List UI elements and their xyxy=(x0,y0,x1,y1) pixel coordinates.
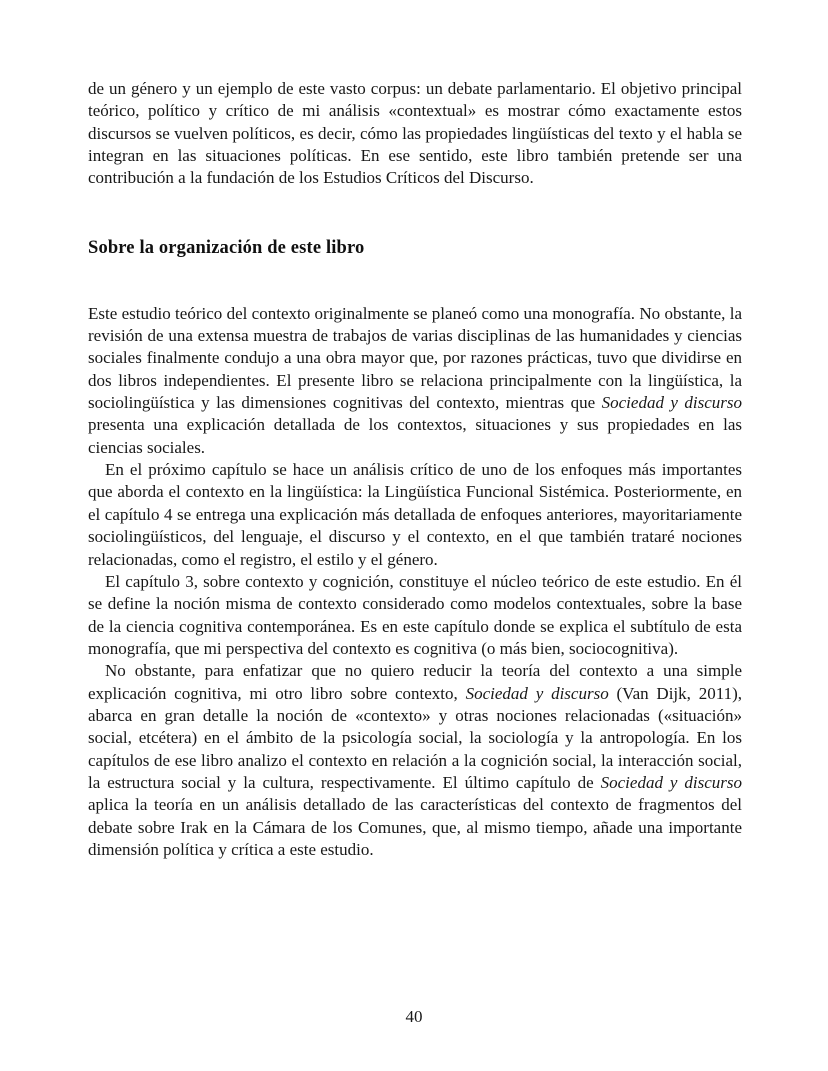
paragraph-continuation: de un género y un ejemplo de este vasto corpus: un debate parlamentario. El objetivo principal teórico, político y crítico de mi análisis «contextual» es mostrar cómo exactamente estos discursos se vuelven políticos, es decir, cómo las propiedades lingüísticas del texto y el habla se integran en las situaciones políticas. En ese sentido, este libro también pretende ser una contribución a la fundación de los Estudios Críticos del Discurso. xyxy=(88,79,742,188)
book-title-italic: Sociedad y discurso xyxy=(600,772,743,792)
page-text-body xyxy=(88,78,742,861)
paragraph-text-segment: No obstante, para enfatizar que no quiero reducir la teoría del contexto a una simple explicación cognitiva, mi otro libro sobre contexto, xyxy=(88,661,742,703)
paragraph-text-segment: (Van Dijk, 2011), abarca en gran detalle la noción de «contexto» y otras nociones relacionadas («situación» social, etcétera) en el ámbito de la psicología social, la sociología y la antropología. En los capítulos de ese libro analizo el contexto en relación a la cognición social, la interacción social, la estructura social y la cultura, respectivamente. El último capítulo de xyxy=(88,683,742,792)
section-heading: Sobre la organización de este libro xyxy=(88,237,365,258)
paragraph-text-segment: aplica la teoría en un análisis detallado de las características del contexto de fragmentos del debate sobre Irak en la Cámara de los Comunes, que, al mismo tiempo, añade una importante dimensión política y crítica a este estudio. xyxy=(88,795,742,859)
paragraph-next-chapter: En el próximo capítulo se hace un análisis crítico de uno de los enfoques más importantes que aborda el contexto en la lingüística: la Lingüística Funcional Sistémica. Posteriormente, en el capítulo 4 se entrega una explicación más detallada de enfoques anteriores, mayoritariamente sociolingüísticos, del lenguaje, el discurso y el contexto, en el que también trataré nociones relacionadas, como el registro, el estilo y el género. xyxy=(88,460,742,569)
spacer-before-heading xyxy=(88,190,742,237)
book-title-italic: Sociedad y discurso xyxy=(465,683,609,703)
page-number: 40 xyxy=(405,1007,423,1026)
paragraph-text-segment: Este estudio teórico del contexto originalmente se planeó como una monografía. No obstante, la revisión de una extensa muestra de trabajos de varias disciplinas de las humanidades y ciencias sociales finalmente condujo a una obra mayor que, por razones prácticas, tuvo que dividirse en dos libros independientes. El presente libro se relaciona principalmente con la lingüística, la sociolingüística y las dimensiones cognitivas del contexto, mientras que xyxy=(88,303,742,413)
paragraph-other-book xyxy=(88,660,742,861)
paragraph-text-segment: presenta una explicación detallada de los contextos, situaciones y sus propiedades en las ciencias sociales. xyxy=(88,415,742,457)
book-title-italic: Sociedad y discurso xyxy=(601,393,742,413)
paragraph-study-overview xyxy=(88,303,742,459)
paragraph-chapter-three: El capítulo 3, sobre contexto y cognición, constituye el núcleo teórico de este estudio. En él se define la noción misma de contexto considerado como modelos contextuales, sobre la base de la ciencia cognitiva contemporánea. Es en este capítulo donde se explica el subtítulo de esta monografía, que mi perspectiva del contexto es cognitiva (o más bien, sociocognitiva). xyxy=(88,571,742,658)
spacer-after-heading xyxy=(88,259,742,303)
